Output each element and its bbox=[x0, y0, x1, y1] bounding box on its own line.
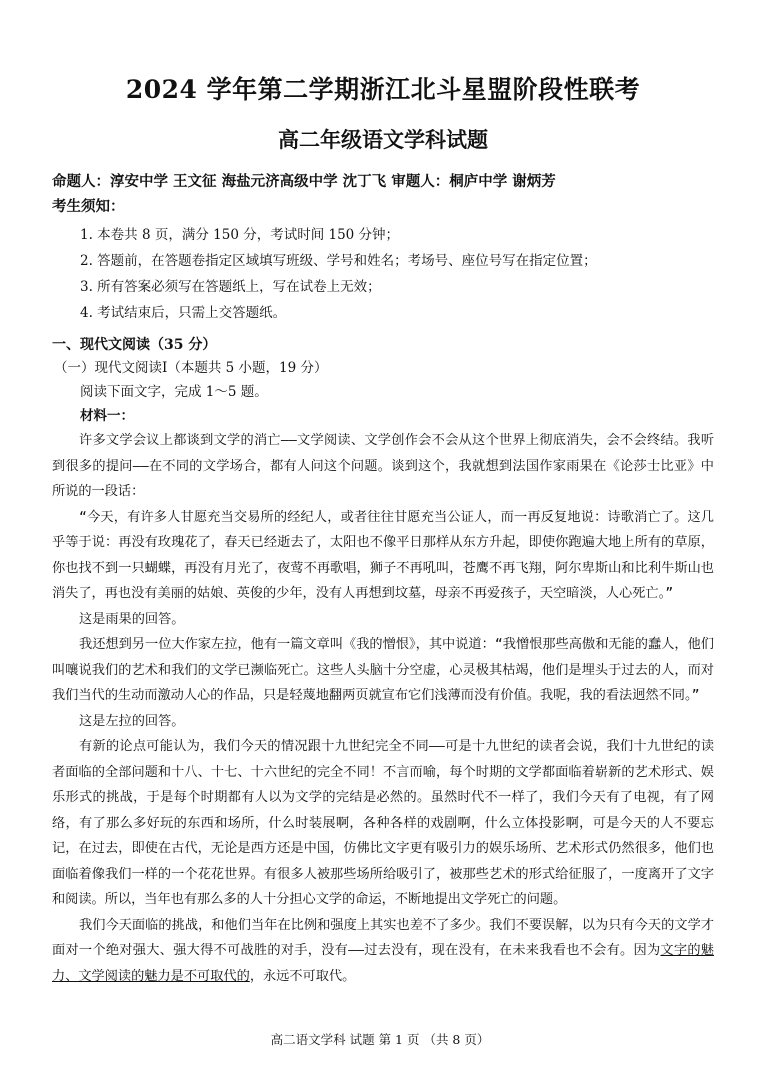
authors-line: 命题人：淳安中学 王文征 海盐元济高级中学 沈丁飞 审题人：桐庐中学 谢炳芳 bbox=[52, 173, 556, 190]
reading-instruction: 阅读下面文字，完成 1～5 题。 bbox=[80, 384, 268, 400]
exam-subtitle: 高二年级语文学科试题 bbox=[278, 127, 488, 152]
material-label: 材料一： bbox=[80, 408, 134, 424]
paragraph: 这是雨果的回答。 bbox=[79, 611, 185, 627]
page-footer: 高二语文学科 试题 第 1 页 （共 8 页） bbox=[270, 1032, 490, 1047]
notice-list bbox=[52, 222, 714, 326]
notice-item: 3. 所有答案必须写在答题纸上，写在试卷上无效； bbox=[80, 279, 381, 295]
section-heading: 一、现代文阅读（35 分） bbox=[52, 337, 217, 353]
subsection-heading: （一）现代文阅读Ⅰ（本题共 5 小题，19 分） bbox=[54, 360, 328, 376]
paragraph-text: 我们今天面临的挑战，和他们当年在比例和强度上其实也差不了多少。我们不要误解，以为只有今天的文学才面对一个绝对强大、强大得不可战胜的对手，没有——过去没有，现在没有，在未来我看也不会有。因为 bbox=[52, 917, 714, 958]
article-body bbox=[52, 428, 714, 989]
quote-paragraph: “今天，有许多人甘愿充当交易所的经纪人，或者往往甘愿充当公证人，而一再反复地说：诗歌消亡了。这几乎等于说：再没有玫瑰花了，春天已经逝去了，太阳也不像平日那样从东方升起，即使你跑遍大地上所有的草原，你也找不到一只蝴蝶，再没有月光了，夜莺不再歌唱，狮子不再吼叫，苍鹰不再飞翔，阿尔卑斯山和比利牛斯山也消失了，再也没有美丽的姑娘、英俊的少年，没有人再想到坟墓，母亲不再爱孩子，天空暗淡，人心死亡。” bbox=[52, 509, 714, 601]
paragraph: 这是左拉的回答。 bbox=[79, 713, 185, 729]
paragraph bbox=[52, 913, 714, 990]
notice-heading: 考生须知： bbox=[52, 198, 125, 215]
underlined-phrase: 文字的魅力、文学阅读的魅力是不可取代的 bbox=[52, 943, 714, 984]
paragraph-text: ，永远不可取代。 bbox=[249, 968, 356, 984]
exam-title: 2024 学年第二学期浙江北斗星盟阶段性联考 bbox=[125, 75, 641, 104]
notice-item: 2. 答题前，在答题卷指定区域填写班级、学号和姓名；考场号、座位号写在指定位置； bbox=[80, 253, 597, 269]
paragraph: 有新的论点可能认为，我们今天的情况跟十九世纪完全不同——可是十九世纪的读者会说，我们十九世纪的读者面临的全部问题和十八、十七、十六世纪的完全不同！不言而喻，每个时期的文学都面临着崭新的艺术形式、娱乐形式的挑战，于是每个时期都有人以为文学的完结是必然的。虽然时代不一样了，我们今天有了电视，有了网络，有了那么多好玩的东西和场所，什么时装展啊，各种各样的戏剧啊，什么立体投影啊，可是今天的人不要忘记，在过去，即使在古代，无论是西方还是中国，仿佛比文字更有吸引力的娱乐场所、艺术形式仍然很多，他们也面临着像我们一样的一个花花世界。有很多人被那些场所给吸引了，被那些艺术的形式给征服了，一度离开了文字和阅读。所以，当年也有那么多的人十分担心文学的命运，不断地提出文学死亡的问题。 bbox=[52, 739, 714, 907]
notice-item: 4. 考试结束后，只需上交答题纸。 bbox=[80, 305, 287, 321]
paragraph: 我还想到另一位大作家左拉，他有一篇文章叫《我的憎恨》，其中说道：“我憎恨那些高傲和无能的蠢人，他们叫嚷说我们的艺术和我们的文学已濒临死亡。这些人头脑十分空虚，心灵极其枯竭，他们是埋头于过去的人，而对我们当代的生动而激动人心的作品，只是轻蔑地翻两页就宣布它们浅薄而没有价值。我呢，我的看法迥然不同。” bbox=[52, 637, 714, 703]
notice-item: 1. 本卷共 8 页，满分 150 分，考试时间 150 分钟； bbox=[80, 227, 400, 243]
paragraph: 许多文学会议上都谈到文学的消亡——文学阅读、文学创作会不会从这个世界上彻底消失，会不会终结。我听到很多的提问——在不同的文学场合，都有人问这个问题。谈到这个，我就想到法国作家雨果在《论莎士比亚》中所说的一段话： bbox=[52, 433, 714, 499]
